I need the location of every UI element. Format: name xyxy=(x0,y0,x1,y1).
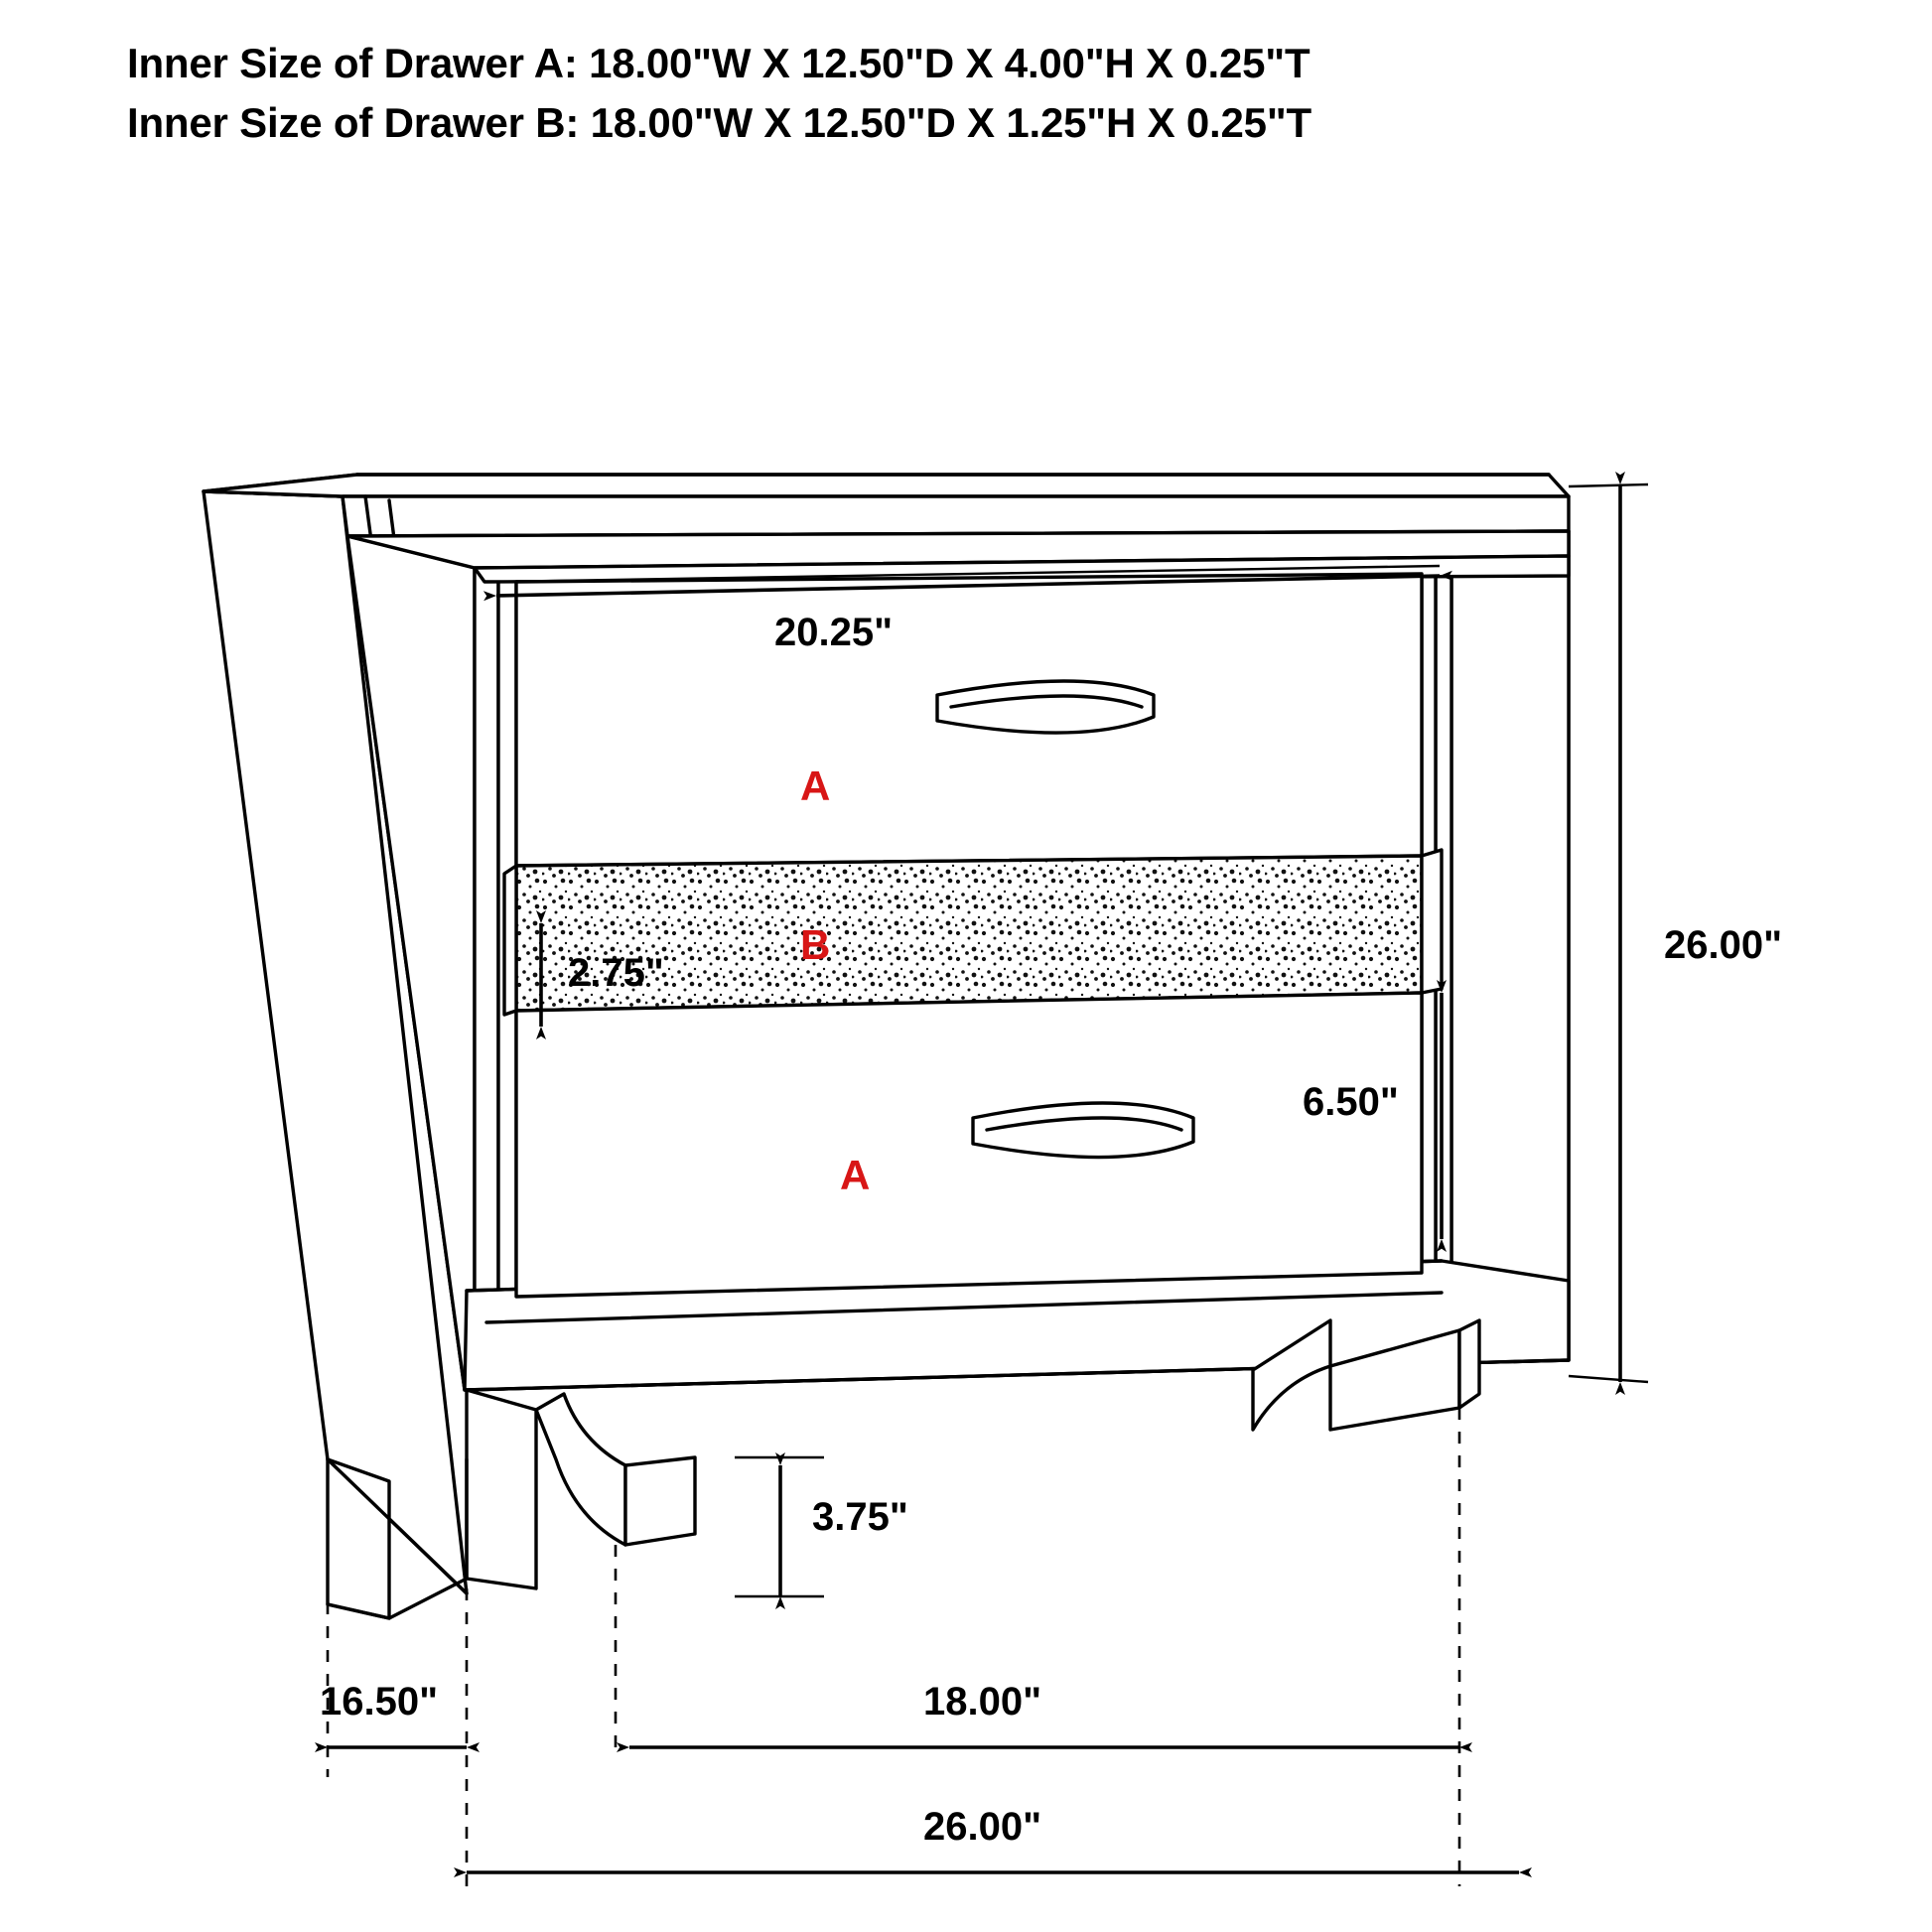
drawer-a-top-label: A xyxy=(800,762,831,809)
dim-total-height-label: 26.00" xyxy=(1664,923,1783,967)
drawer-b-spec-text: Inner Size of Drawer B: 18.00"W X 12.50"D X 1.25"H X 0.25"T xyxy=(127,99,1311,146)
drawer-b-label: B xyxy=(800,921,831,968)
dim-drawer-b-height-label: 2.75" xyxy=(568,951,664,995)
dim-bottom-drawer-height-label: 6.50" xyxy=(1303,1080,1399,1124)
dim-inner-width-label: 20.25" xyxy=(774,611,894,654)
dim-total-width-label: 26.00" xyxy=(923,1805,1042,1849)
drawer-a-spec-text: Inner Size of Drawer A: 18.00"W X 12.50"D X 4.00"H X 0.25"T xyxy=(127,40,1311,86)
dim-leg-height-label: 3.75" xyxy=(812,1495,908,1539)
drawer-a-bottom-label: A xyxy=(840,1152,871,1198)
dim-leg-span-label: 18.00" xyxy=(923,1680,1042,1724)
dim-depth-label: 16.50" xyxy=(320,1680,439,1724)
